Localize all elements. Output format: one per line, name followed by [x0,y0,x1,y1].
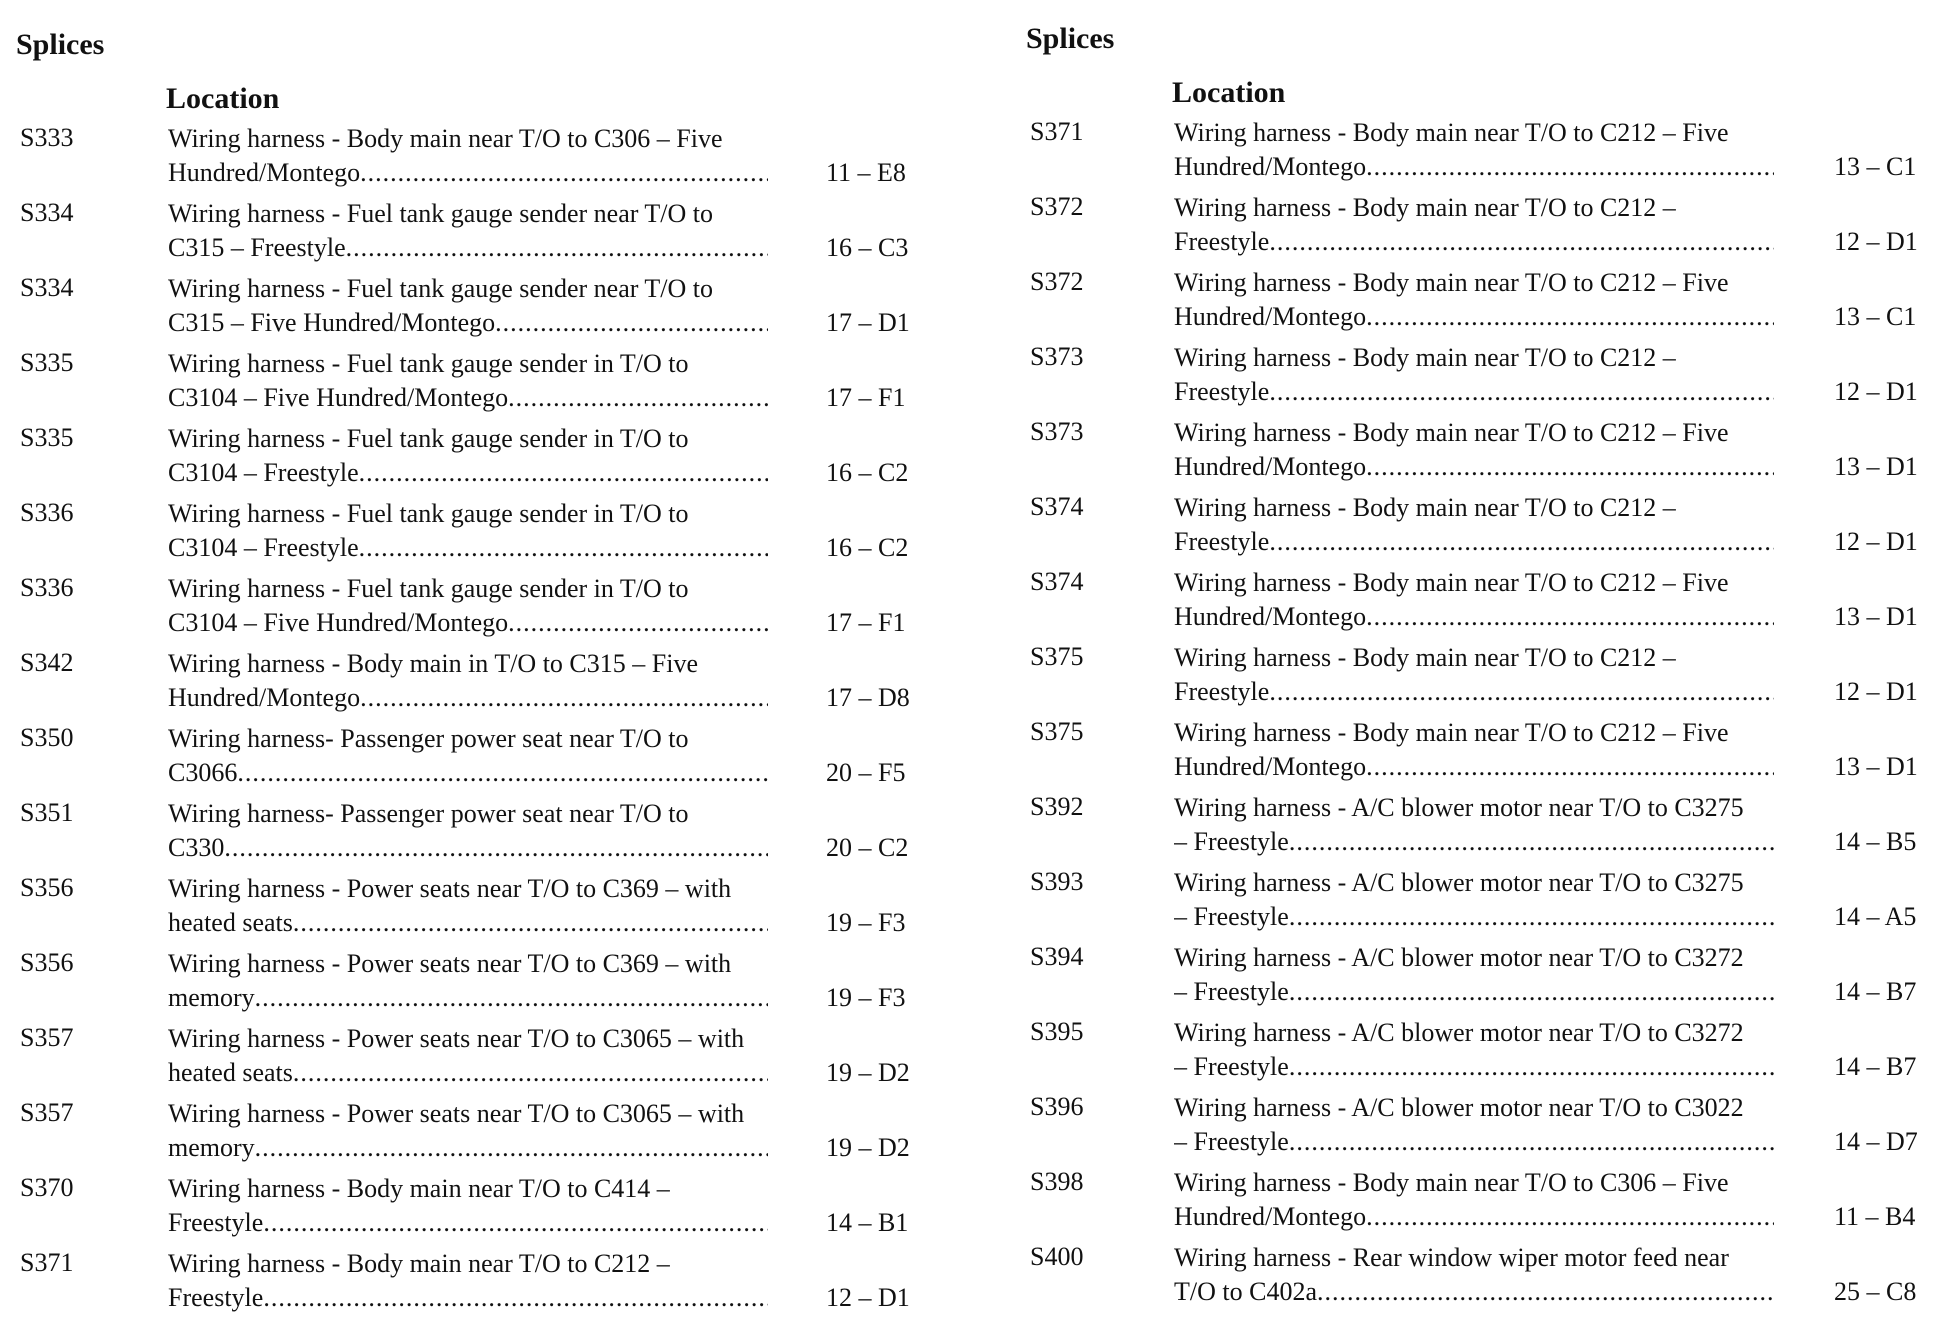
dot-leader [1269,675,1774,709]
splice-row [0,1095,940,1170]
location-tail: Hundred/Montego [1174,1202,1367,1231]
location-tail: C3104 – Five Hundred/Montego [168,383,509,412]
splice-row [1010,339,1936,414]
splice-row [0,645,940,720]
grid-reference: 14 – B5 [1834,827,1917,856]
location-line-2 [1174,450,1774,484]
location-tail: Freestyle [1174,377,1270,406]
splice-row [1010,714,1936,789]
location-line-2 [168,456,768,490]
splice-location [168,197,768,265]
splice-row [1010,1089,1936,1164]
location-tail: Hundred/Montego [1174,152,1367,181]
location-heading: Location [1172,76,1286,109]
splice-location [1174,641,1774,709]
location-line-2 [1174,225,1774,259]
location-tail: Hundred/Montego [1174,602,1367,631]
location-line-1: Wiring harness - Body main near T/O to C212 – Five [1174,118,1729,147]
splice-id: S351 [20,798,74,827]
dot-leader [263,1206,768,1240]
splice-id: S396 [1030,1092,1084,1121]
splice-location [1174,116,1774,184]
location-tail: C3104 – Freestyle [168,533,359,562]
splice-id: S334 [20,198,74,227]
splice-location [168,797,768,865]
location-line-1: Wiring harness - Body main near T/O to C212 – [1174,493,1676,522]
splice-id: S371 [1030,117,1084,146]
splice-location [1174,1016,1774,1084]
splice-row [0,495,940,570]
location-line-2 [168,381,768,415]
splice-location [1174,1166,1774,1234]
location-line-2 [168,1281,768,1315]
location-line-2 [1174,150,1774,184]
splice-id: S373 [1030,342,1084,371]
splice-id: S356 [20,948,74,977]
grid-reference: 12 – D1 [1834,677,1918,706]
location-line-2 [1174,900,1774,934]
location-tail: C315 – Freestyle [168,233,346,262]
splice-row [1010,789,1936,864]
splice-row [0,345,940,420]
dot-leader [255,1131,768,1165]
splice-row [0,870,940,945]
dot-leader [263,1281,768,1315]
splice-id: S356 [20,873,74,902]
splice-location [1174,266,1774,334]
splice-location [168,1097,768,1165]
splice-id: S371 [20,1248,74,1277]
splice-location [1174,341,1774,409]
grid-reference: 19 – F3 [826,983,906,1012]
splice-id: S372 [1030,267,1084,296]
grid-reference: 14 – A5 [1834,902,1917,931]
splice-id: S370 [20,1173,74,1202]
location-line-2 [1174,1125,1774,1159]
location-line-1: Wiring harness - Body main in T/O to C315 – Five [168,649,698,678]
location-line-2 [1174,300,1774,334]
grid-reference: 12 – D1 [1834,227,1918,256]
location-tail: – Freestyle [1174,1127,1289,1156]
dot-leader [360,681,768,715]
location-line-1: Wiring harness - A/C blower motor near T/O to C3022 [1174,1093,1744,1122]
dot-leader [360,156,768,190]
splice-id: S393 [1030,867,1084,896]
location-line-1: Wiring harness - Body main near T/O to C212 – [1174,343,1676,372]
location-line-2 [168,531,768,565]
grid-reference: 13 – D1 [1834,752,1918,781]
splice-location [1174,1241,1774,1309]
splice-location [168,1247,768,1315]
location-line-1: Wiring harness - Body main near T/O to C306 – Five [168,124,723,153]
grid-reference: 17 – F1 [826,608,906,637]
grid-reference: 14 – B7 [1834,977,1917,1006]
location-tail: Freestyle [1174,677,1270,706]
location-tail: C330 [168,833,225,862]
location-tail: – Freestyle [1174,977,1289,1006]
splice-id: S357 [20,1023,74,1052]
dot-leader [1366,750,1774,784]
location-line-1: Wiring harness - Power seats near T/O to C3065 – with [168,1099,745,1128]
location-tail: Freestyle [1174,527,1270,556]
location-line-1: Wiring harness - Body main near T/O to C212 – Five [1174,268,1729,297]
location-line-1: Wiring harness - A/C blower motor near T/O to C3275 [1174,793,1744,822]
location-line-1: Wiring harness - Power seats near T/O to C369 – with [168,949,732,978]
location-line-2 [168,981,768,1015]
splice-id: S395 [1030,1017,1084,1046]
dot-leader [293,1056,768,1090]
splice-location [1174,791,1774,859]
location-line-2 [168,606,768,640]
location-line-2 [168,681,768,715]
splice-list [0,120,940,1320]
splice-id: S372 [1030,192,1084,221]
splice-location [1174,191,1774,259]
grid-reference: 17 – D1 [826,308,910,337]
grid-reference: 20 – C2 [826,833,909,862]
grid-reference: 13 – C1 [1834,152,1917,181]
grid-reference: 19 – F3 [826,908,906,937]
splice-row [1010,414,1936,489]
location-line-1: Wiring harness - Fuel tank gauge sender in T/O to [168,349,689,378]
grid-reference: 12 – D1 [1834,377,1918,406]
location-tail: T/O to C402a [1174,1277,1317,1306]
location-line-2 [1174,600,1774,634]
splice-row [0,1170,940,1245]
location-line-2 [1174,1050,1774,1084]
grid-reference: 12 – D1 [1834,527,1918,556]
splice-row [1010,939,1936,1014]
dot-leader [1366,1200,1774,1234]
dot-leader [1289,1050,1774,1084]
grid-reference: 13 – D1 [1834,452,1918,481]
splice-location [168,1022,768,1090]
splice-list [1010,114,1936,1314]
location-line-1: Wiring harness - Body main near T/O to C414 – [168,1174,670,1203]
splice-location [1174,941,1774,1009]
location-tail: Freestyle [168,1208,264,1237]
location-tail: C3066 [168,758,238,787]
splice-location [168,872,768,940]
grid-reference: 17 – F1 [826,383,906,412]
location-line-1: Wiring harness - Power seats near T/O to C369 – with [168,874,732,903]
dot-leader [293,906,768,940]
location-line-1: Wiring harness - A/C blower motor near T/O to C3272 [1174,943,1744,972]
location-line-1: Wiring harness - Body main near T/O to C212 – Five [1174,568,1729,597]
location-line-1: Wiring harness - A/C blower motor near T/O to C3272 [1174,1018,1744,1047]
splice-row [1010,114,1936,189]
location-tail: Freestyle [1174,227,1270,256]
splice-id: S374 [1030,567,1084,596]
splice-row [0,795,940,870]
location-line-2 [168,1206,768,1240]
splice-row [1010,1239,1936,1314]
splice-row [1010,1014,1936,1089]
location-heading: Location [166,82,280,115]
splice-location [1174,1091,1774,1159]
location-tail: Hundred/Montego [168,683,361,712]
location-line-1: Wiring harness - Fuel tank gauge sender in T/O to [168,424,689,453]
splice-id: S335 [20,348,74,377]
location-line-2 [1174,675,1774,709]
location-tail: memory [168,983,255,1012]
splice-id: S357 [20,1098,74,1127]
splice-id: S394 [1030,942,1084,971]
location-tail: C3104 – Five Hundred/Montego [168,608,509,637]
splice-location [168,647,768,715]
grid-reference: 19 – D2 [826,1133,910,1162]
location-line-2 [168,306,768,340]
splice-location [1174,566,1774,634]
location-tail: C315 – Five Hundred/Montego [168,308,496,337]
splice-location [168,572,768,640]
location-line-2 [1174,825,1774,859]
splice-id: S375 [1030,717,1084,746]
location-line-2 [168,906,768,940]
location-line-2 [1174,525,1774,559]
splice-location [168,947,768,1015]
splice-id: S373 [1030,417,1084,446]
location-line-1: Wiring harness - Rear window wiper motor feed near [1174,1243,1729,1272]
splice-location [168,122,768,190]
right-column [1010,0,1936,1328]
grid-reference: 20 – F5 [826,758,906,787]
splice-id: S350 [20,723,74,752]
location-line-2 [168,756,768,790]
dot-leader [346,231,768,265]
dot-leader [1366,450,1774,484]
splice-location [168,347,768,415]
grid-reference: 17 – D8 [826,683,910,712]
splice-location [168,272,768,340]
location-line-1: Wiring harness- Passenger power seat near T/O to [168,724,689,753]
splice-id: S392 [1030,792,1084,821]
location-line-2 [1174,375,1774,409]
left-column [0,0,940,1328]
location-line-2 [168,831,768,865]
grid-reference: 25 – C8 [1834,1277,1917,1306]
splice-row [1010,189,1936,264]
location-line-1: Wiring harness - Body main near T/O to C212 – Five [1174,418,1729,447]
location-tail: Hundred/Montego [168,158,361,187]
location-line-1: Wiring harness - Body main near T/O to C306 – Five [1174,1168,1729,1197]
splice-id: S336 [20,498,74,527]
grid-reference: 16 – C2 [826,533,909,562]
splice-id: S335 [20,423,74,452]
location-line-2 [168,1131,768,1165]
splice-row [0,1020,940,1095]
location-tail: Hundred/Montego [1174,302,1367,331]
dot-leader [508,606,768,640]
location-line-2 [1174,750,1774,784]
grid-reference: 14 – B7 [1834,1052,1917,1081]
location-tail: Hundred/Montego [1174,752,1367,781]
splice-location [168,497,768,565]
splice-row [0,1245,940,1320]
splice-location [1174,716,1774,784]
splice-location [168,1172,768,1240]
dot-leader [1269,375,1774,409]
dot-leader [1289,975,1774,1009]
splice-row [1010,864,1936,939]
grid-reference: 13 – D1 [1834,602,1918,631]
location-line-2 [1174,1275,1774,1309]
dot-leader [508,381,768,415]
location-line-2 [1174,1200,1774,1234]
location-tail: C3104 – Freestyle [168,458,359,487]
dot-leader [359,456,768,490]
splice-row [1010,564,1936,639]
location-line-1: Wiring harness - Body main near T/O to C212 – Five [1174,718,1729,747]
location-tail: Freestyle [168,1283,264,1312]
location-tail: Hundred/Montego [1174,452,1367,481]
splice-location [1174,416,1774,484]
dot-leader [1289,900,1774,934]
grid-reference: 16 – C2 [826,458,909,487]
location-tail: – Freestyle [1174,827,1289,856]
location-line-1: Wiring harness - Power seats near T/O to C3065 – with [168,1024,745,1053]
dot-leader [255,981,768,1015]
location-line-2 [168,156,768,190]
splice-id: S336 [20,573,74,602]
splice-location [1174,866,1774,934]
location-line-2 [168,231,768,265]
splice-id: S398 [1030,1167,1084,1196]
splice-row [1010,1164,1936,1239]
splice-location [168,722,768,790]
splice-id: S342 [20,648,74,677]
dot-leader [1269,225,1774,259]
location-tail: – Freestyle [1174,1052,1289,1081]
splice-row [0,420,940,495]
grid-reference: 11 – B4 [1834,1202,1916,1231]
splice-row [1010,264,1936,339]
dot-leader [1289,825,1774,859]
dot-leader [237,756,768,790]
dot-leader [1366,600,1774,634]
location-line-2 [1174,975,1774,1009]
section-title: Splices [1026,22,1115,55]
grid-reference: 14 – B1 [826,1208,909,1237]
grid-reference: 16 – C3 [826,233,909,262]
location-line-1: Wiring harness - Body main near T/O to C212 – [1174,643,1676,672]
location-line-1: Wiring harness - Fuel tank gauge sender in T/O to [168,574,689,603]
location-line-1: Wiring harness - Fuel tank gauge sender near T/O to [168,274,714,303]
location-line-1: Wiring harness - Body main near T/O to C212 – [1174,193,1676,222]
splice-row [0,120,940,195]
location-tail: heated seats [168,908,293,937]
section-title: Splices [16,28,105,61]
grid-reference: 11 – E8 [826,158,906,187]
splice-row [1010,489,1936,564]
splice-id: S334 [20,273,74,302]
dot-leader [1269,525,1774,559]
location-line-2 [168,1056,768,1090]
splice-row [1010,639,1936,714]
location-tail: heated seats [168,1058,293,1087]
dot-leader [1317,1275,1774,1309]
location-line-1: Wiring harness- Passenger power seat near T/O to [168,799,689,828]
splice-id: S375 [1030,642,1084,671]
splice-row [0,570,940,645]
dot-leader [359,531,768,565]
dot-leader [1366,300,1774,334]
grid-reference: 12 – D1 [826,1283,910,1312]
dot-leader [1289,1125,1774,1159]
grid-reference: 14 – D7 [1834,1127,1918,1156]
splice-location [168,422,768,490]
location-line-1: Wiring harness - A/C blower motor near T/O to C3275 [1174,868,1744,897]
grid-reference: 19 – D2 [826,1058,910,1087]
splice-row [0,270,940,345]
splice-row [0,195,940,270]
dot-leader [224,831,768,865]
location-line-1: Wiring harness - Body main near T/O to C212 – [168,1249,670,1278]
location-tail: – Freestyle [1174,902,1289,931]
splice-id: S333 [20,123,74,152]
location-line-1: Wiring harness - Fuel tank gauge sender in T/O to [168,499,689,528]
splice-row [0,720,940,795]
dot-leader [1366,150,1774,184]
location-tail: memory [168,1133,255,1162]
splice-row [0,945,940,1020]
location-line-1: Wiring harness - Fuel tank gauge sender near T/O to [168,199,714,228]
splice-id: S400 [1030,1242,1084,1271]
dot-leader [495,306,768,340]
grid-reference: 13 – C1 [1834,302,1917,331]
splice-location [1174,491,1774,559]
splice-id: S374 [1030,492,1084,521]
